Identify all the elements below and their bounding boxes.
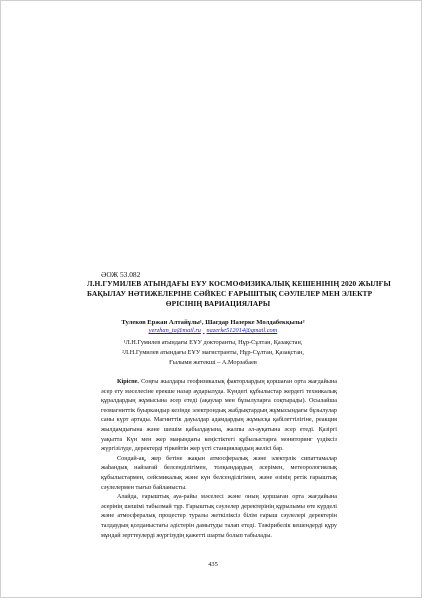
affiliations (1, 338, 424, 368)
authors: Тулеков Ержан Алтайұлы¹, Шагдар Назерке Молдабекқызы² (121, 319, 305, 326)
paragraph-3: Алайда, ғарыштық ауа-райы мәселесі және оның қоршаған орта жағдайына әсерінің шешімі табылмай тұр. Ғарыштық сәулелер деректерінің құрылымы өте күрделі және атмосфералық процестер туралы жеткіліксіз білім ғарыш сәулелері деректерін талдаудың қолданыстағы әдістерін дамытуды талап етеді. Тәжірибелік кешендерді құру мұндай зерттеулерді жүргізудің қажетті шарты болып табылады. (101, 493, 337, 539)
affiliation-1: ¹Л.Н.Гумилев атындағы ЕҰУ докторанты, Нұр-Сұлтан, Қазақстан, (123, 339, 303, 346)
supervisor: Ғылыми жетекші – А.Морзабаев (169, 359, 257, 366)
paragraph-1-text: Соңғы жылдары геофизикалық факторлардың қоршаған орта жағдайына әсер ету мәселесіне ерекше назар аударылуда. Күндегі құбылыстар жердегі техникалық құралдардың жұмысына әсер етеді (ақаулар мен бұзылуларға соқтырады). Осылайша геомагниттік буыркандыр кезінде электрондық жабдықтардың жұмысындағы бұзылулар саны күрт артады. Магниттік дауылдар адамдардың жұмысқа қабілеттілігіне, реакция жылдамдығына және шешім қабылдауына, жалпы әл-ауқатына әсер етеді. Қазіргі уақытта Күн мен жер маңындағы кеңістіктегі құбылыстарға мониторинг үздіксіз жүргізілуде, деректерді тіркейтін жер үсті станциялардың желісі бар. (101, 378, 337, 453)
paragraph-intro (101, 377, 337, 454)
paragraph-2: Сондай-ақ, жер бетіне жақын атмосфералық және электрлік сипаттамалар жаһандық найзағай белсенділігімен, толқындардың әсерімен, метеорологиялық құбылыстармен, сейсмикалық және күн белсенділігімен, және өзінің ретік ғарыштық сәулелермен тығыз байланысты. (101, 454, 337, 491)
email-link-2[interactable]: nazerke512014@gmail.com (206, 327, 278, 334)
title-line-3: ӨРІСІНІҢ ВАРИАЦИЯЛАРЫ (165, 299, 271, 308)
intro-label: Кіріспе. (117, 378, 139, 385)
title-line-2: БАҚЫЛАУ НӘТИЖЕЛЕРІНЕ СӘЙКЕС ҒАРЫШТЫҚ СӘУЛЕЛЕР МЕН ЭЛЕКТР (87, 289, 373, 298)
paper-title (87, 279, 391, 309)
body-text (101, 377, 337, 540)
title-line-1: Л.Н.ГУМИЛЕВ АТЫНДАҒЫ ЕҰУ КОСМОФИЗИКАЛЫҚ КЕШЕНІНІҢ 2020 ЖЫЛҒЫ (87, 279, 391, 288)
email-link-1[interactable]: yerzhan_ta@mail.ru (148, 327, 201, 334)
author-emails (1, 327, 424, 335)
udc-code: ӘОЖ 53.082 (101, 270, 141, 279)
page-number: 435 (208, 561, 218, 568)
affiliation-2: ²Л.Н.Гумилев атындағы ЕҰУ магистранты, Нұр-Сұлтан, Қазақстан, (122, 349, 304, 356)
